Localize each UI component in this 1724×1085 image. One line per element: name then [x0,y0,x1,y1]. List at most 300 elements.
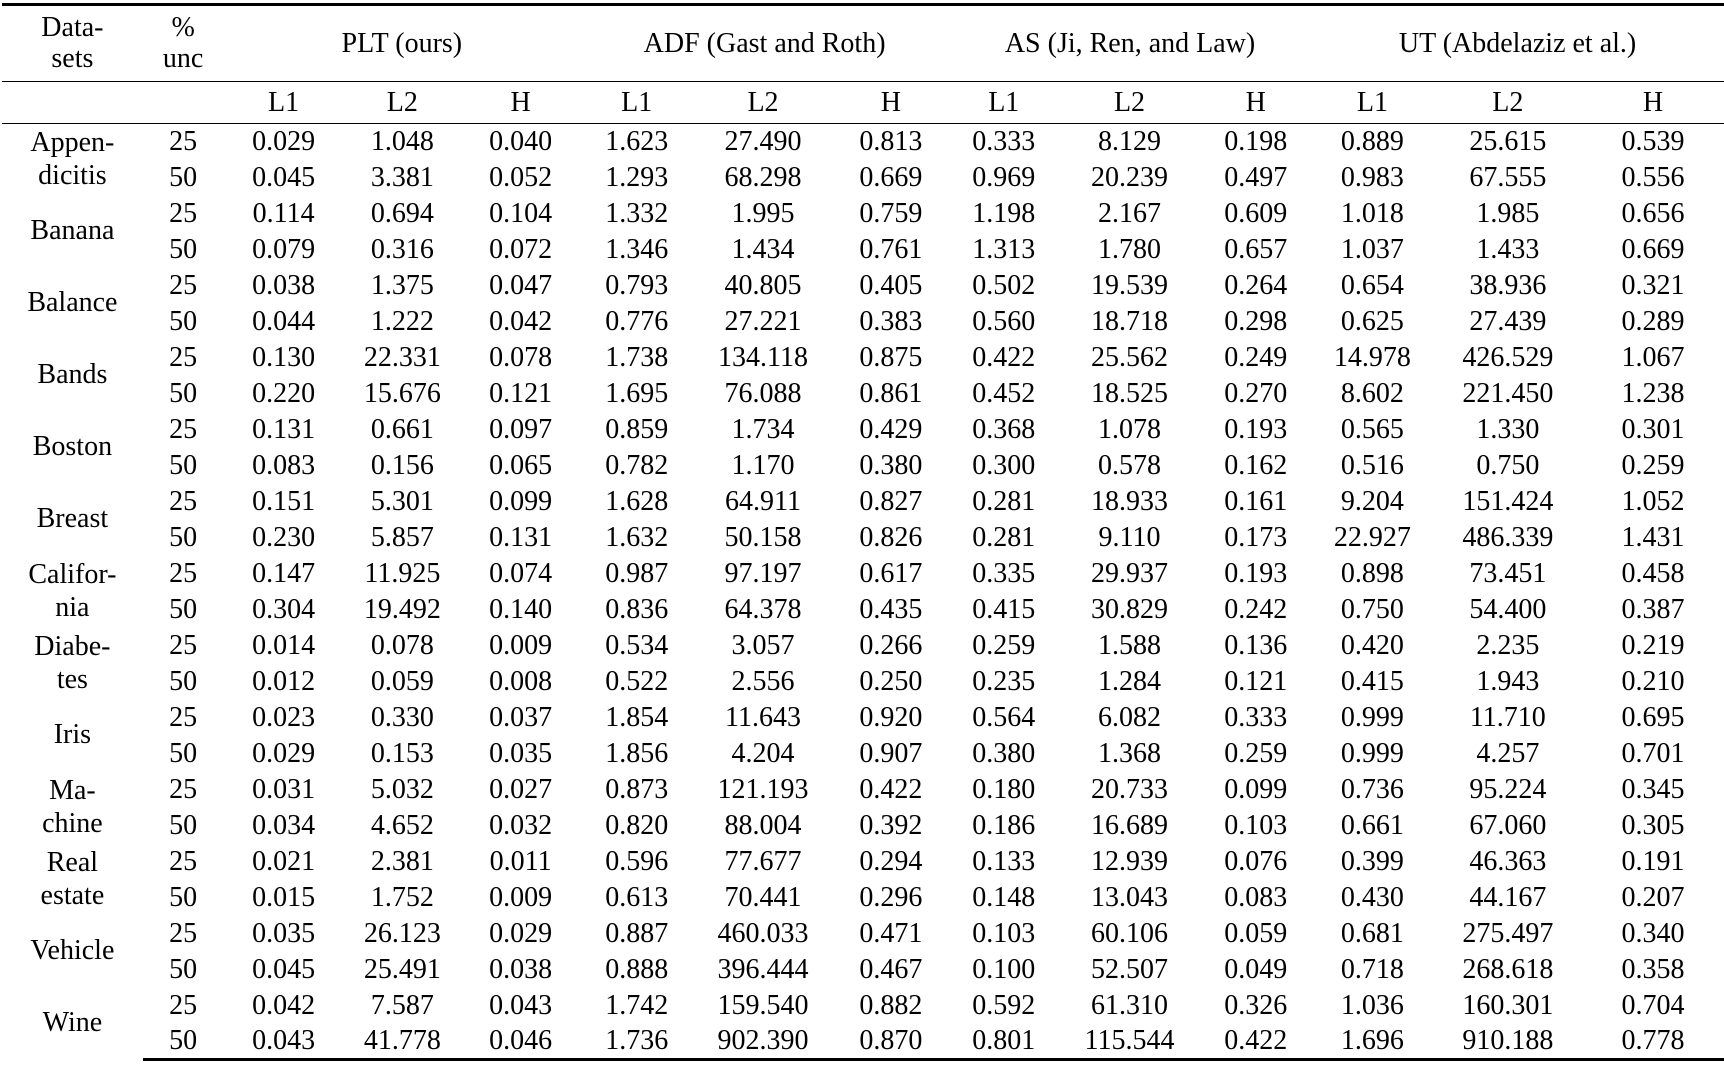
metric-value-cell: 0.059 [370,665,434,697]
metric-value-cell: 0.103 [972,917,1036,949]
metric-value-cell: 0.701 [1621,737,1685,769]
metric-value-cell: 0.230 [252,521,316,553]
unc-cell: 25 [169,197,198,229]
metric-value-cell: 97.197 [724,557,802,589]
table-row [2,988,1724,1024]
metric-value-cell: 0.083 [1224,881,1288,913]
metric-value-cell: 0.999 [1340,737,1404,769]
metric-value-cell: 1.696 [1311,1024,1434,1060]
dataset-name-cell: Iris [53,719,92,751]
table-row [2,772,1724,808]
metric-value-cell: 0.047 [489,269,553,301]
metric-value-cell: 0.023 [252,701,316,733]
metric-value-cell: 64.378 [724,593,802,625]
metric-header-blank [143,82,224,124]
metric-value-cell: 121.193 [717,773,809,805]
metric-value-cell: 25.562 [1091,341,1168,373]
metric-value-cell: 0.435 [859,593,923,625]
metric-value-cell: 0.072 [489,233,553,265]
metric-value-cell: 0.859 [605,413,669,445]
metric-value-cell: 0.516 [1340,449,1404,481]
metric-value-cell: 0.399 [1340,845,1404,877]
metric-value-cell: 0.694 [370,197,434,229]
metric-value-cell: 0.422 [1200,1024,1311,1060]
metric-value-cell: 1.375 [370,269,434,301]
metric-value-cell: 0.049 [1224,953,1288,985]
metric-value-cell: 1.170 [731,449,795,481]
metric-value-cell: 0.333 [972,125,1036,157]
metric-value-cell: 0.452 [972,377,1036,409]
dataset-name-cell: Breast [36,503,109,535]
dataset-name-cell: Wine [42,1007,103,1039]
metric-value-cell: 1.330 [1476,413,1540,445]
metric-value-cell: 0.368 [972,413,1036,445]
metric-header: H [833,82,949,124]
metric-value-cell: 11.643 [725,701,801,733]
header-row-methods [2,5,1724,82]
metric-value-cell: 1.037 [1340,233,1404,265]
table-row [2,484,1724,520]
header-row-metrics [2,82,1724,124]
metric-value-cell: 0.539 [1621,125,1685,157]
metric-value-cell: 0.220 [252,377,316,409]
metric-value-cell: 151.424 [1462,485,1554,517]
table-row [2,952,1724,988]
metric-value-cell: 1.738 [605,341,669,373]
unc-cell: 50 [169,953,198,985]
metric-value-cell: 15.676 [363,377,441,409]
unc-cell: 25 [169,485,198,517]
unc-cell: 50 [169,161,198,193]
datasets-header: Data- sets [2,5,143,82]
metric-value-cell: 1.048 [370,125,434,157]
metric-value-cell: 0.497 [1224,161,1288,193]
metric-value-cell: 0.029 [489,917,553,949]
table-row [2,844,1724,880]
dataset-name-cell: Boston [32,431,113,463]
metric-value-cell: 0.219 [1621,629,1685,661]
metric-value-cell: 0.079 [252,233,316,265]
metric-value-cell: 0.873 [605,773,669,805]
metric-value-cell: 0.750 [1476,449,1540,481]
metric-value-cell: 22.927 [1333,521,1411,553]
metric-value-cell: 0.074 [489,557,553,589]
metric-value-cell: 0.888 [605,953,669,985]
metric-value-cell: 0.259 [1224,737,1288,769]
results-table [2,3,1724,1061]
method-header-as: AS (Ji, Ren, and Law) [949,5,1311,82]
metric-value-cell: 20.733 [1091,773,1168,805]
metric-value-cell: 0.592 [972,989,1036,1021]
metric-value-cell: 3.381 [370,161,434,193]
metric-value-cell: 0.040 [489,125,553,157]
metric-value-cell: 0.333 [1224,701,1288,733]
metric-value-cell: 0.813 [859,125,923,157]
metric-value-cell: 0.316 [370,233,434,265]
metric-value-cell: 2.381 [370,845,434,877]
table-row [2,592,1724,628]
metric-value-cell: 1.695 [605,377,669,409]
metric-value-cell: 0.083 [252,449,316,481]
metric-value-cell: 0.326 [1224,989,1288,1021]
metric-value-cell: 1.752 [370,881,434,913]
metric-value-cell: 0.014 [252,629,316,661]
metric-value-cell: 0.207 [1621,881,1685,913]
metric-value-cell: 1.856 [605,737,669,769]
metric-value-cell: 19.492 [363,593,441,625]
metric-value-cell: 0.264 [1224,269,1288,301]
unc-cell: 50 [169,377,198,409]
metric-value-cell: 38.936 [1469,269,1547,301]
metric-value-cell: 0.793 [605,269,669,301]
metric-value-cell: 0.249 [1224,341,1288,373]
metric-value-cell: 67.555 [1469,161,1547,193]
unc-cell: 25 [169,269,198,301]
metric-value-cell: 0.029 [252,737,316,769]
metric-value-cell: 0.458 [1621,557,1685,589]
metric-value-cell: 0.078 [489,341,553,373]
metric-value-cell: 0.133 [972,845,1036,877]
metric-value-cell: 0.430 [1340,881,1404,913]
metric-value-cell: 7.587 [370,989,434,1021]
metric-value-cell: 0.983 [1340,161,1404,193]
metric-value-cell: 70.441 [724,881,802,913]
metric-value-cell: 0.613 [605,881,669,913]
metric-header: L2 [344,82,461,124]
metric-value-cell: 0.565 [1340,413,1404,445]
metric-value-cell: 0.298 [1224,305,1288,337]
method-header-ut: UT (Abdelaziz et al.) [1311,5,1724,82]
metric-value-cell: 0.097 [489,413,553,445]
unc-cell: 50 [169,305,198,337]
metric-value-cell: 5.032 [370,773,434,805]
metric-value-cell: 115.544 [1059,1024,1201,1060]
metric-value-cell: 0.037 [489,701,553,733]
metric-value-cell: 0.193 [1224,413,1288,445]
metric-value-cell: 0.761 [859,233,923,265]
metric-value-cell: 0.596 [605,845,669,877]
metric-value-cell: 275.497 [1462,917,1554,949]
metric-value-cell: 40.805 [724,269,802,301]
metric-value-cell: 1.588 [1098,629,1161,661]
metric-value-cell: 0.305 [1621,809,1685,841]
metric-value-cell: 19.539 [1091,269,1168,301]
metric-value-cell: 0.882 [859,989,923,1021]
metric-value-cell: 50.158 [724,521,802,553]
metric-value-cell: 0.340 [1621,917,1685,949]
metric-value-cell: 0.330 [370,701,434,733]
metric-value-cell: 64.911 [725,485,801,517]
metric-value-cell: 13.043 [1091,881,1168,913]
metric-value-cell: 0.009 [489,629,553,661]
metric-value-cell: 0.076 [1224,845,1288,877]
metric-value-cell: 2.167 [1098,197,1161,229]
metric-value-cell: 0.210 [1621,665,1685,697]
metric-header: L1 [580,82,693,124]
metric-value-cell: 0.387 [1621,593,1685,625]
metric-value-cell: 0.750 [1340,593,1404,625]
metric-value-cell: 0.300 [972,449,1036,481]
metric-value-cell: 0.827 [859,485,923,517]
metric-value-cell: 1.313 [972,233,1036,265]
metric-value-cell: 0.420 [1340,629,1404,661]
metric-header: H [1582,82,1724,124]
metric-value-cell: 134.118 [718,341,808,373]
metric-value-cell: 76.088 [724,377,802,409]
metric-header: L1 [1311,82,1434,124]
metric-value-cell: 9.110 [1098,521,1161,553]
metric-value-cell: 11.925 [364,557,441,589]
metric-value-cell: 46.363 [1469,845,1547,877]
metric-header: L2 [1059,82,1201,124]
table-row [2,736,1724,772]
metric-value-cell: 0.043 [223,1024,343,1060]
metric-value-cell: 0.304 [252,593,316,625]
metric-value-cell: 0.625 [1340,305,1404,337]
metric-value-cell: 52.507 [1091,953,1168,985]
metric-value-cell: 268.618 [1462,953,1554,985]
metric-value-cell: 0.380 [859,449,923,481]
metric-value-cell: 0.136 [1224,629,1288,661]
metric-value-cell: 0.669 [859,161,923,193]
metric-value-cell: 0.534 [605,629,669,661]
metric-value-cell: 0.029 [252,125,316,157]
metric-value-cell: 0.099 [1224,773,1288,805]
metric-value-cell: 0.153 [370,737,434,769]
metric-value-cell: 1.623 [605,125,669,157]
metric-value-cell: 18.933 [1091,485,1168,517]
metric-value-cell: 0.180 [972,773,1036,805]
metric-value-cell: 0.281 [972,521,1036,553]
metric-value-cell: 0.193 [1224,557,1288,589]
metric-value-cell: 73.451 [1469,557,1547,589]
metric-value-cell: 1.052 [1621,485,1685,517]
metric-value-cell: 0.266 [859,629,923,661]
metric-value-cell: 5.301 [370,485,434,517]
table-row [2,340,1724,376]
metric-value-cell: 88.004 [724,809,802,841]
metric-value-cell: 0.836 [605,593,669,625]
metric-value-cell: 4.204 [731,737,795,769]
metric-value-cell: 77.677 [724,845,802,877]
unc-cell: 50 [169,881,198,913]
metric-value-cell: 0.140 [489,593,553,625]
dataset-name-cell: Bands [37,359,108,391]
metric-value-cell: 0.522 [605,665,669,697]
table-row [2,160,1724,196]
metric-value-cell: 0.502 [972,269,1036,301]
metric-value-cell: 0.173 [1224,521,1288,553]
metric-value-cell: 8.129 [1098,125,1161,157]
metric-value-cell: 0.999 [1340,701,1404,733]
metric-value-cell: 0.609 [1224,197,1288,229]
table-row [2,196,1724,232]
metric-value-cell: 1.368 [1098,737,1161,769]
metric-value-cell: 0.661 [1340,809,1404,841]
metric-value-cell: 0.861 [859,377,923,409]
metric-value-cell: 0.301 [1621,413,1685,445]
metric-value-cell: 1.346 [605,233,669,265]
metric-value-cell: 0.250 [859,665,923,697]
metric-value-cell: 0.987 [605,557,669,589]
metric-header: L1 [223,82,343,124]
metric-value-cell: 0.321 [1621,269,1685,301]
metric-value-cell: 0.242 [1224,593,1288,625]
metric-value-cell: 1.734 [731,413,795,445]
metric-value-cell: 0.695 [1621,701,1685,733]
metric-value-cell: 460.033 [717,917,809,949]
metric-value-cell: 0.008 [489,665,553,697]
metric-value-cell: 0.042 [489,305,553,337]
metric-value-cell: 0.281 [972,485,1036,517]
metric-value-cell: 0.035 [489,737,553,769]
unc-cell: 50 [169,233,198,265]
metric-value-cell: 0.296 [859,881,923,913]
metric-value-cell: 0.015 [252,881,316,913]
unc-cell: 25 [169,773,198,805]
metric-value-cell: 0.148 [972,881,1036,913]
metric-value-cell: 0.235 [972,665,1036,697]
metric-value-cell: 0.429 [859,413,923,445]
dataset-name-cell: Diabe- tes [34,630,111,695]
metric-value-cell: 0.657 [1224,233,1288,265]
unc-cell: 50 [143,1024,224,1060]
metric-value-cell: 0.046 [461,1024,580,1060]
metric-value-cell: 0.392 [859,809,923,841]
table-row [2,1024,1724,1060]
metric-value-cell: 0.704 [1621,989,1685,1021]
metric-header: L2 [1434,82,1582,124]
metric-value-cell: 0.104 [489,197,553,229]
metric-value-cell: 14.978 [1333,341,1411,373]
table-row [2,124,1724,160]
metric-value-cell: 6.082 [1098,701,1161,733]
metric-value-cell: 0.776 [605,305,669,337]
metric-value-cell: 0.383 [859,305,923,337]
metric-value-cell: 68.298 [724,161,802,193]
metric-value-cell: 902.390 [693,1024,833,1060]
metric-value-cell: 0.801 [949,1024,1059,1060]
metric-value-cell: 54.400 [1469,593,1547,625]
metric-value-cell: 0.736 [1340,773,1404,805]
table-row [2,664,1724,700]
metric-value-cell: 22.331 [363,341,441,373]
unc-cell: 50 [169,521,198,553]
metric-value-cell: 0.021 [252,845,316,877]
metric-value-cell: 67.060 [1469,809,1547,841]
table-row [2,700,1724,736]
metric-value-cell: 0.661 [370,413,434,445]
metric-value-cell: 18.718 [1091,305,1168,337]
dataset-name-cell: Balance [27,287,118,319]
metric-value-cell: 0.422 [859,773,923,805]
unc-cell: 25 [169,557,198,589]
metric-value-cell: 0.042 [252,989,316,1021]
metric-value-cell: 1.332 [605,197,669,229]
metric-value-cell: 0.422 [972,341,1036,373]
metric-value-cell: 16.689 [1091,809,1168,841]
metric-value-cell: 1.284 [1098,665,1161,697]
unc-cell: 25 [169,341,198,373]
dataset-name-cell: Banana [30,215,115,247]
metric-value-cell: 1.238 [1621,377,1685,409]
metric-value-cell: 0.669 [1621,233,1685,265]
metric-value-cell: 0.259 [972,629,1036,661]
method-header-plt: PLT (ours) [223,5,580,82]
metric-value-cell: 0.147 [252,557,316,589]
metric-value-cell: 0.009 [489,881,553,913]
metric-value-cell: 0.012 [252,665,316,697]
metric-value-cell: 1.078 [1098,413,1161,445]
unc-cell: 50 [169,593,198,625]
metric-value-cell: 0.114 [252,197,315,229]
metric-value-cell: 0.870 [833,1024,949,1060]
table-row [2,268,1724,304]
unc-cell: 25 [169,125,198,157]
metric-value-cell: 0.778 [1582,1024,1724,1060]
metric-value-cell: 0.969 [972,161,1036,193]
metric-value-cell: 0.415 [1340,665,1404,697]
metric-value-cell: 8.602 [1340,377,1404,409]
metric-value-cell: 0.617 [859,557,923,589]
metric-value-cell: 0.162 [1224,449,1288,481]
metric-value-cell: 910.188 [1434,1024,1582,1060]
metric-value-cell: 4.652 [370,809,434,841]
metric-value-cell: 25.615 [1469,125,1547,157]
metric-value-cell: 1.433 [1476,233,1540,265]
metric-value-cell: 20.239 [1091,161,1168,193]
metric-value-cell: 0.052 [489,161,553,193]
metric-header: L2 [693,82,833,124]
metric-value-cell: 0.875 [859,341,923,373]
metric-value-cell: 30.829 [1091,593,1168,625]
dataset-name-cell: Vehicle [30,935,115,967]
metric-value-cell: 0.826 [859,521,923,553]
metric-value-cell: 1.198 [972,197,1036,229]
metric-value-cell: 0.358 [1621,953,1685,985]
metric-value-cell: 0.031 [252,773,316,805]
metric-value-cell: 0.578 [1098,449,1161,481]
metric-value-cell: 0.380 [972,737,1036,769]
table-row [2,880,1724,916]
metric-value-cell: 3.057 [731,629,795,661]
metric-value-cell: 27.490 [724,125,802,157]
metric-value-cell: 60.106 [1091,917,1168,949]
table-row [2,448,1724,484]
metric-value-cell: 1.736 [580,1024,693,1060]
metric-value-cell: 0.099 [489,485,553,517]
metric-value-cell: 41.778 [344,1024,461,1060]
metric-value-cell: 5.857 [370,521,434,553]
metric-value-cell: 0.130 [252,341,316,373]
metric-value-cell: 1.943 [1476,665,1540,697]
metric-value-cell: 160.301 [1462,989,1554,1021]
metric-value-cell: 1.222 [370,305,434,337]
unc-cell: 50 [169,809,198,841]
results-table-body [2,124,1724,1060]
metric-value-cell: 0.059 [1224,917,1288,949]
metric-value-cell: 0.654 [1340,269,1404,301]
metric-value-cell: 2.235 [1476,629,1540,661]
table-row [2,232,1724,268]
metric-value-cell: 0.065 [489,449,553,481]
metric-value-cell: 0.191 [1621,845,1685,877]
metric-value-cell: 0.889 [1340,125,1404,157]
metric-value-cell: 0.560 [972,305,1036,337]
metric-value-cell: 0.043 [489,989,553,1021]
unc-cell: 25 [169,845,198,877]
metric-value-cell: 12.939 [1091,845,1168,877]
